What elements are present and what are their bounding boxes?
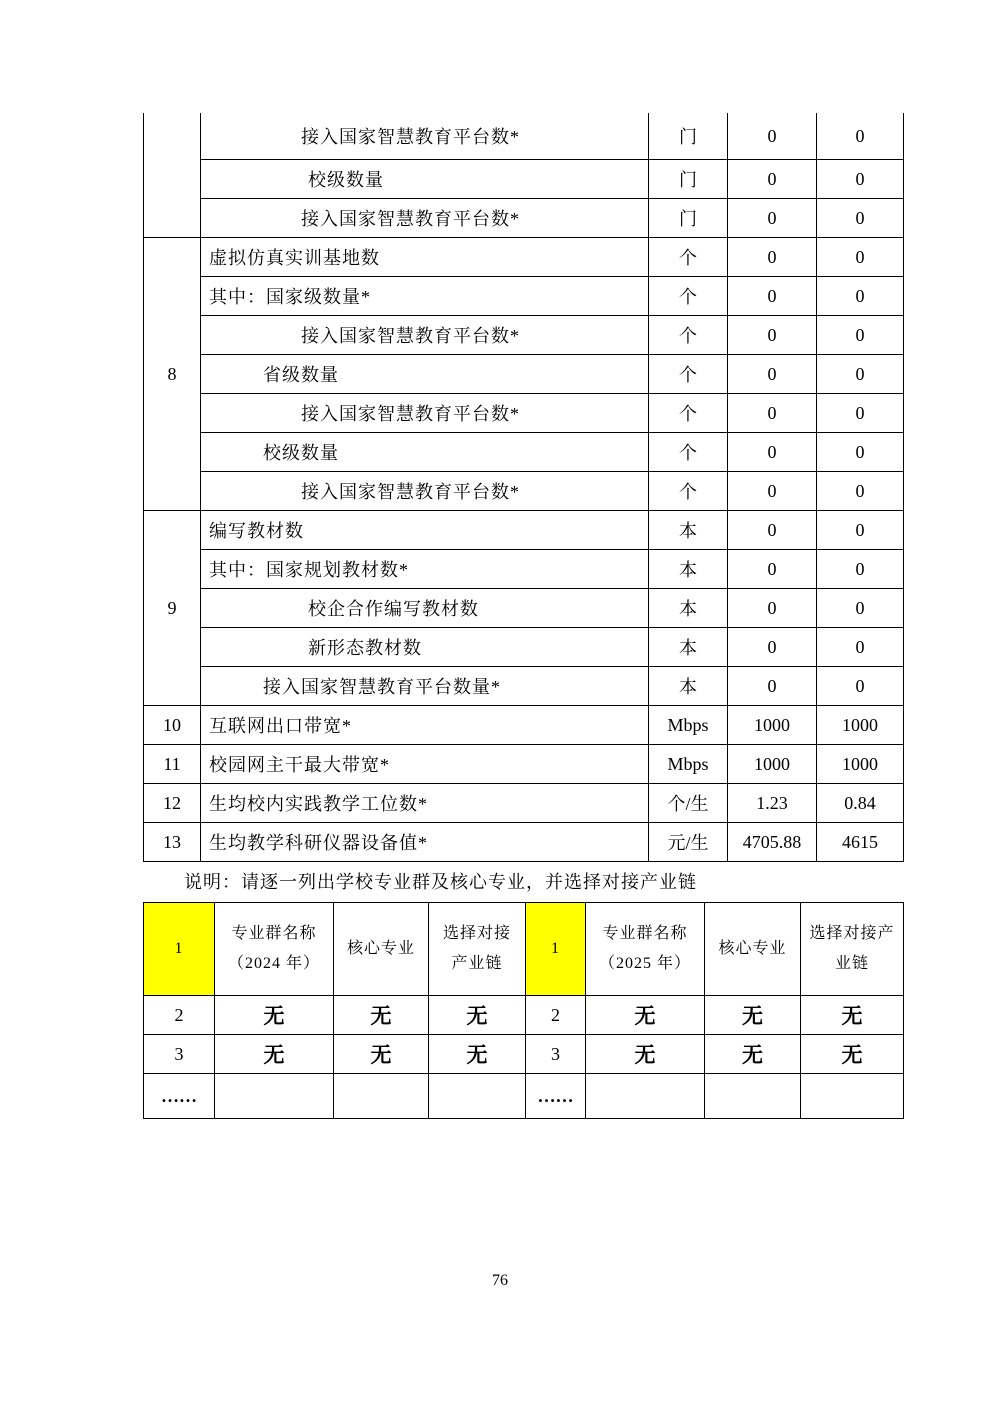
indicator-value-2025: 0 [817, 433, 904, 472]
major-cell [801, 1074, 904, 1119]
indicator-row [144, 355, 904, 394]
indicator-row [144, 238, 904, 277]
indicator-unit: 门 [649, 113, 728, 160]
indicator-value-2024: 0 [728, 589, 817, 628]
major-cell [334, 1074, 429, 1119]
indicator-value-2025: 0 [817, 511, 904, 550]
indicator-value-2024: 1.23 [728, 784, 817, 823]
indicator-label: 生均校内实践教学工位数* [201, 784, 649, 823]
major-table [143, 902, 904, 1119]
indicator-value-2024: 0 [728, 433, 817, 472]
indicator-unit: 个 [649, 316, 728, 355]
major-cell [429, 1074, 526, 1119]
indicator-row [144, 511, 904, 550]
major-cell: 无 [705, 1035, 801, 1074]
major-header-line: 1 [174, 940, 184, 958]
indicator-value-2025: 4615 [817, 823, 904, 862]
indicator-value-2025: 0 [817, 238, 904, 277]
major-header-line: 选择对接 [442, 925, 511, 943]
table-note: 说明：请逐一列出学校专业群及核心专业，并选择对接产业链 [184, 872, 697, 892]
indicator-label: 校级数量 [201, 160, 649, 199]
indicator-label: 接入国家智慧教育平台数* [201, 316, 649, 355]
indicator-value-2024: 1000 [728, 745, 817, 784]
indicator-label: 其中：国家级数量* [201, 277, 649, 316]
indicator-value-2025: 0 [817, 472, 904, 511]
major-cell: 无 [586, 996, 705, 1035]
major-header-line: （2024 年） [227, 955, 320, 972]
indicator-label: 校企合作编写教材数 [201, 589, 649, 628]
indicator-label: 其中：国家规划教材数* [201, 550, 649, 589]
major-row-number: 2 [144, 996, 215, 1035]
major-cell: 无 [429, 1035, 526, 1074]
indicator-unit: 个/生 [649, 784, 728, 823]
major-header-cell-highlight [526, 903, 586, 996]
indicator-value-2024: 0 [728, 667, 817, 706]
major-header-line: 专业群名称 [231, 925, 317, 943]
indicator-value-2024: 0 [728, 472, 817, 511]
indicator-value-2024: 1000 [728, 706, 817, 745]
indicator-row [144, 316, 904, 355]
major-cell: 无 [334, 1035, 429, 1074]
indicator-value-2024: 0 [728, 628, 817, 667]
major-header-row [144, 903, 904, 996]
indicator-value-2024: 0 [728, 199, 817, 238]
row-number: 13 [144, 823, 201, 862]
indicator-unit: 本 [649, 628, 728, 667]
major-header-cell [429, 903, 526, 996]
indicator-label: 接入国家智慧教育平台数* [201, 113, 649, 160]
major-row-number: 2 [526, 996, 586, 1035]
indicator-label: 虚拟仿真实训基地数 [201, 238, 649, 277]
major-cell: 无 [801, 1035, 904, 1074]
row-number: 9 [144, 511, 201, 706]
indicator-row [144, 706, 904, 745]
major-row-number: 3 [526, 1035, 586, 1074]
major-header-line: 核心专业 [346, 940, 415, 958]
major-header-line: 产业链 [451, 955, 503, 972]
indicator-value-2024: 0 [728, 238, 817, 277]
major-cell: 无 [215, 996, 334, 1035]
major-cell: 无 [586, 1035, 705, 1074]
indicator-unit: Mbps [649, 745, 728, 784]
indicator-label: 编写教材数 [201, 511, 649, 550]
row-number [144, 113, 201, 238]
indicator-value-2025: 0 [817, 355, 904, 394]
indicator-row [144, 745, 904, 784]
major-table-body [144, 996, 904, 1119]
major-header-line: 业链 [834, 955, 869, 972]
indicator-label: 新形态教材数 [201, 628, 649, 667]
indicator-value-2024: 0 [728, 277, 817, 316]
major-cell [215, 1074, 334, 1119]
major-cell: 无 [215, 1035, 334, 1074]
indicator-row [144, 199, 904, 238]
indicator-value-2025: 0 [817, 628, 904, 667]
indicator-value-2025: 1000 [817, 706, 904, 745]
indicator-row [144, 550, 904, 589]
indicator-table [143, 113, 904, 862]
indicator-value-2025: 0 [817, 667, 904, 706]
indicator-value-2025: 1000 [817, 745, 904, 784]
indicator-label: 接入国家智慧教育平台数* [201, 472, 649, 511]
indicator-label: 校级数量 [201, 433, 649, 472]
indicator-unit: 元/生 [649, 823, 728, 862]
indicator-value-2025: 0 [817, 160, 904, 199]
major-header-cell [705, 903, 801, 996]
indicator-value-2024: 0 [728, 550, 817, 589]
indicator-row [144, 589, 904, 628]
major-table-header [144, 903, 904, 996]
indicator-unit: Mbps [649, 706, 728, 745]
indicator-label: 接入国家智慧教育平台数* [201, 199, 649, 238]
major-row-number: …… [526, 1074, 586, 1119]
major-row [144, 1035, 904, 1074]
indicator-value-2024: 0 [728, 355, 817, 394]
indicator-row [144, 472, 904, 511]
row-number: 11 [144, 745, 201, 784]
indicator-row [144, 667, 904, 706]
major-header-line: 专业群名称 [602, 925, 688, 943]
indicator-unit: 本 [649, 589, 728, 628]
major-header-cell-highlight [144, 903, 215, 996]
major-header-cell [215, 903, 334, 996]
major-row [144, 996, 904, 1035]
major-cell: 无 [334, 996, 429, 1035]
row-number: 8 [144, 238, 201, 511]
major-header-cell [334, 903, 429, 996]
indicator-unit: 本 [649, 667, 728, 706]
major-header-line: 选择对接产 [809, 925, 895, 943]
major-cell [705, 1074, 801, 1119]
indicator-row [144, 628, 904, 667]
indicator-unit: 本 [649, 550, 728, 589]
indicator-row [144, 823, 904, 862]
indicator-label: 互联网出口带宽* [201, 706, 649, 745]
indicator-unit: 个 [649, 394, 728, 433]
indicator-value-2025: 0 [817, 550, 904, 589]
indicator-row [144, 277, 904, 316]
major-header-cell [586, 903, 705, 996]
indicator-unit: 门 [649, 160, 728, 199]
indicator-unit: 个 [649, 355, 728, 394]
indicator-value-2024: 0 [728, 160, 817, 199]
major-row [144, 1074, 904, 1119]
indicator-label: 生均教学科研仪器设备值* [201, 823, 649, 862]
indicator-row [144, 433, 904, 472]
major-header-line: 1 [551, 940, 560, 958]
indicator-value-2025: 0 [817, 199, 904, 238]
indicator-unit: 个 [649, 238, 728, 277]
major-cell: 无 [429, 996, 526, 1035]
indicator-value-2024: 0 [728, 394, 817, 433]
indicator-unit: 个 [649, 277, 728, 316]
indicator-value-2024: 4705.88 [728, 823, 817, 862]
major-cell [586, 1074, 705, 1119]
indicator-unit: 个 [649, 433, 728, 472]
indicator-value-2025: 0 [817, 589, 904, 628]
page-number: 76 [492, 1272, 508, 1289]
indicator-value-2024: 0 [728, 511, 817, 550]
row-number: 10 [144, 706, 201, 745]
indicator-row [144, 784, 904, 823]
major-row-number: …… [144, 1074, 215, 1119]
indicator-label: 接入国家智慧教育平台数* [201, 394, 649, 433]
indicator-value-2025: 0 [817, 316, 904, 355]
major-header-cell [801, 903, 904, 996]
indicator-value-2025: 0 [817, 394, 904, 433]
major-header-line: 核心专业 [718, 940, 787, 958]
indicator-value-2024: 0 [728, 113, 817, 160]
indicator-label: 接入国家智慧教育平台数量* [201, 667, 649, 706]
indicator-value-2025: 0 [817, 113, 904, 160]
indicator-row [144, 113, 904, 160]
indicator-table-body [144, 113, 904, 862]
indicator-unit: 本 [649, 511, 728, 550]
indicator-unit: 个 [649, 472, 728, 511]
indicator-value-2025: 0.84 [817, 784, 904, 823]
indicator-value-2024: 0 [728, 316, 817, 355]
major-row-number: 3 [144, 1035, 215, 1074]
indicator-row [144, 394, 904, 433]
indicator-label: 校园网主干最大带宽* [201, 745, 649, 784]
indicator-row [144, 160, 904, 199]
indicator-unit: 门 [649, 199, 728, 238]
indicator-value-2025: 0 [817, 277, 904, 316]
major-header-line: （2025 年） [598, 955, 691, 972]
major-cell: 无 [705, 996, 801, 1035]
indicator-label: 省级数量 [201, 355, 649, 394]
major-cell: 无 [801, 996, 904, 1035]
row-number: 12 [144, 784, 201, 823]
